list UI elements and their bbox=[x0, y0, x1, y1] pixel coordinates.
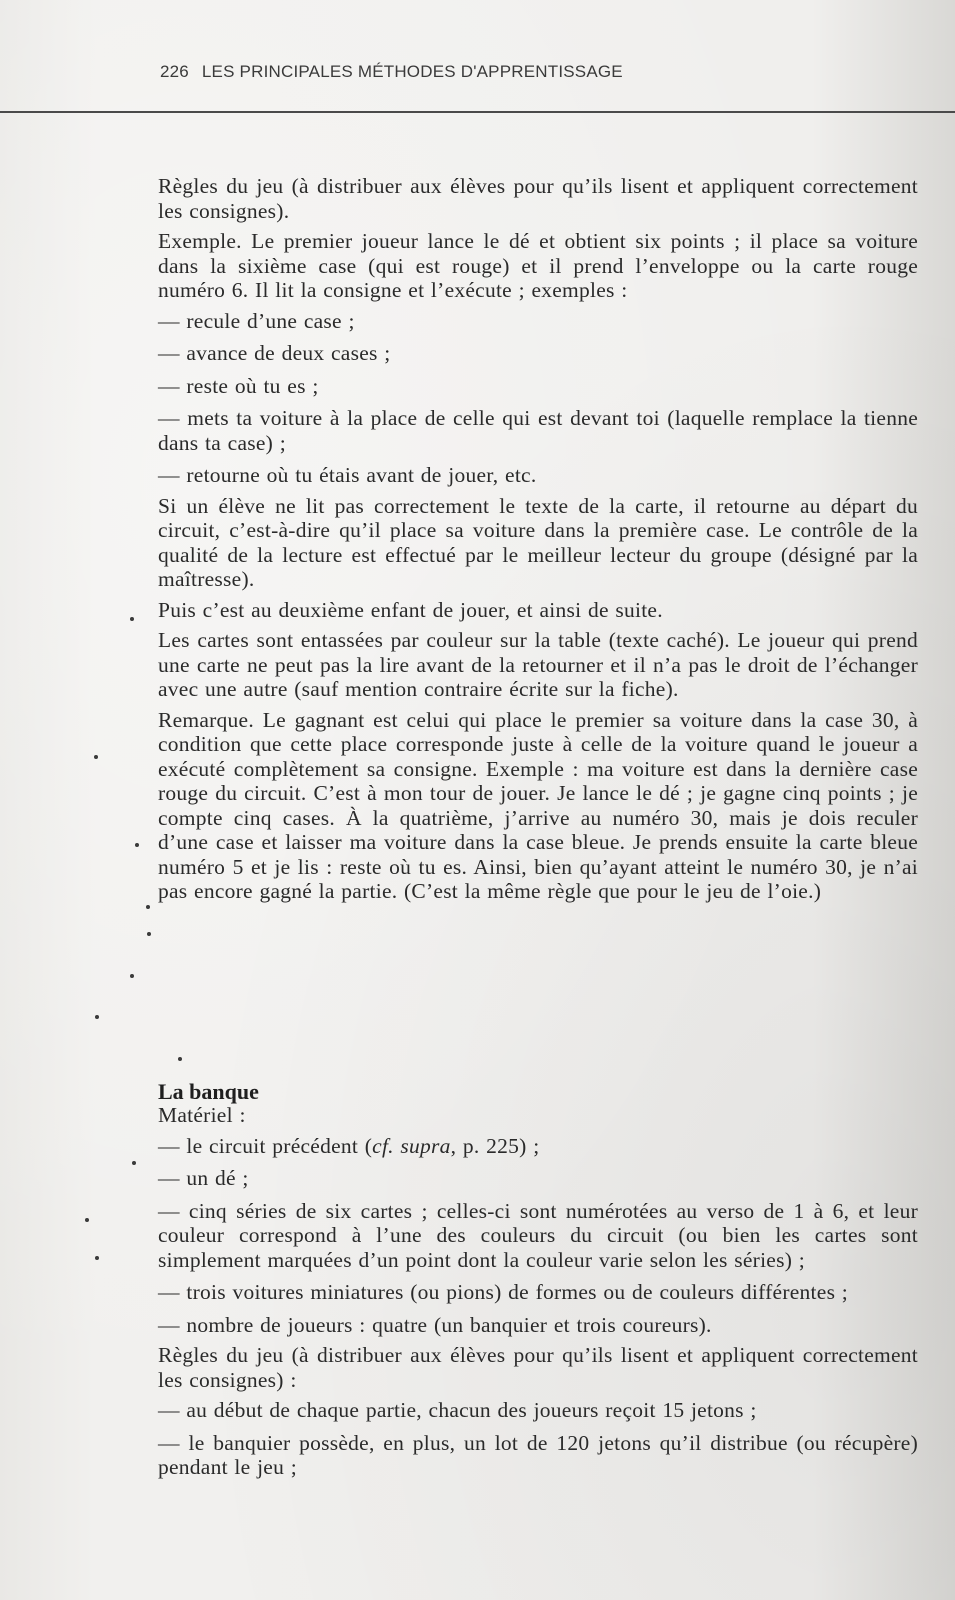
scan-speck bbox=[130, 617, 134, 621]
material-item: — nombre de joueurs : quatre (un banquier et trois coureurs). bbox=[158, 1312, 712, 1337]
scan-speck bbox=[135, 843, 139, 847]
scan-speck bbox=[178, 1057, 182, 1061]
next-player-paragraph: Puis c’est au deuxième enfant de jouer, et ainsi de suite. bbox=[158, 597, 663, 622]
cf-supra-reference: cf. supra bbox=[372, 1133, 451, 1158]
scan-speck bbox=[95, 1256, 99, 1260]
material-item: — trois voitures miniatures (ou pions) de formes ou de couleurs différentes ; bbox=[158, 1280, 849, 1304]
bank-game-section bbox=[158, 1103, 918, 1480]
scan-speck bbox=[146, 905, 150, 909]
running-header bbox=[160, 62, 623, 82]
material-item: — un dé ; bbox=[158, 1166, 249, 1190]
bank-rules-intro: Règles du jeu (à distribuer aux élèves pour qu’ils lisent et appliquent correctement les consignes) : bbox=[158, 1343, 918, 1392]
cards-paragraph: Les cartes sont entassées par couleur sur la table (texte caché). Le joueur qui prend une carte ne peut pas la lire avant de la retourner et il n’a pas le droit de l’échanger avec une autre (sauf mention contraire écrite sur la fiche). bbox=[158, 628, 918, 701]
scan-speck bbox=[95, 1015, 99, 1019]
material-item bbox=[158, 1134, 918, 1159]
bank-rule-item: — le banquier possède, en plus, un lot de 120 jetons qu’il distribue (ou récupère) pendant le jeu ; bbox=[158, 1430, 918, 1479]
example-paragraph: Exemple. Le premier joueur lance le dé et obtient six points ; il place sa voiture dans la sixième case (qui est rouge) et il prend l’enveloppe ou la carte rouge numéro 6. Il lit la consigne et l’exécute ; exemples : bbox=[158, 229, 918, 302]
circuit-prefix: — le circuit précédent ( bbox=[158, 1133, 373, 1158]
game-rules-section bbox=[158, 174, 918, 904]
rule-item: — retourne où tu étais avant de jouer, etc. bbox=[158, 463, 537, 487]
rule-item: — reste où tu es ; bbox=[158, 373, 319, 398]
rule-item: — recule d’une case ; bbox=[158, 308, 355, 333]
rules-intro: Règles du jeu (à distribuer aux élèves pour qu’ils lisent et appliquent correctement les consignes). bbox=[158, 174, 918, 223]
section-heading-la-banque: La banque bbox=[158, 1079, 259, 1104]
header-rule bbox=[0, 111, 955, 113]
scan-speck bbox=[85, 1218, 89, 1222]
scan-speck bbox=[130, 974, 134, 978]
bank-rule-item: — au début de chaque partie, chacun des joueurs reçoit 15 jetons ; bbox=[158, 1398, 757, 1422]
page-number: 226 bbox=[160, 62, 189, 81]
materiel-label: Matériel : bbox=[158, 1103, 246, 1127]
material-item: — cinq séries de six cartes ; celles-ci sont numérotées au verso de 1 à 6, et leur couleur correspond à l’une des couleurs du circuit (ou bien les cartes sont simplement marquées d’un point dont la couleur varie selon les séries) ; bbox=[158, 1198, 918, 1272]
scan-speck bbox=[147, 932, 151, 936]
circuit-suffix: , p. 225) ; bbox=[450, 1133, 540, 1158]
rule-item: — mets ta voiture à la place de celle qui est devant toi (laquelle remplace la tienne dans ta case) ; bbox=[158, 406, 918, 455]
rule-item: — avance de deux cases ; bbox=[158, 341, 391, 365]
reading-control-paragraph: Si un élève ne lit pas correctement le texte de la carte, il retourne au départ du circuit, c’est-à-dire qu’il place sa voiture dans la première case. Le contrôle de la qualité de la lecture est effectué par le meilleur lecteur du groupe (désigné par la maîtresse). bbox=[158, 493, 918, 591]
remark-paragraph: Remarque. Le gagnant est celui qui place le premier sa voiture dans la case 30, à condition que cette place corresponde juste à celle de la voiture quand le joueur a exécuté complètement sa consigne. Exemple : ma voiture est dans la dernière case rouge du circuit. C’est à mon tour de jouer. Je lance le dé ; je gagne cinq points ; je compte cinq cases. À la quatrième, j’arrive au numéro 30, mais je dois reculer d’une case et laisser ma voiture dans la case bleue. Je prends ensuite la carte bleue numéro 5 et je lis : reste où tu es. Ainsi, bien qu’ayant atteint le numéro 30, je n’ai pas encore gagné la partie. (C’est la même règle que pour le jeu de l’oie.) bbox=[158, 707, 918, 903]
running-title: LES PRINCIPALES MÉTHODES D'APPRENTISSAGE bbox=[201, 62, 623, 81]
scan-speck bbox=[94, 755, 98, 759]
scan-speck bbox=[132, 1161, 136, 1165]
